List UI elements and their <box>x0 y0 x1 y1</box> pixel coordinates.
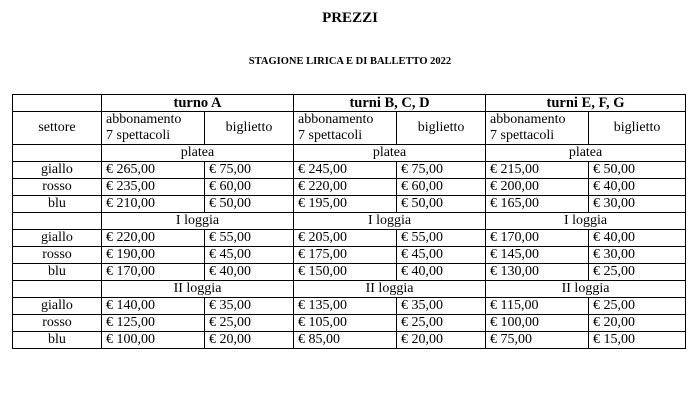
section-label: I loggia <box>294 213 486 230</box>
biglietto-price: € 20,00 <box>589 315 686 332</box>
section-label: I loggia <box>486 213 686 230</box>
abbonamento-price: € 190,00 <box>102 247 205 264</box>
turno-header: turni E, F, G <box>486 95 686 112</box>
biglietto-price: € 50,00 <box>589 162 686 179</box>
abbonamento-header <box>102 112 205 145</box>
sector-name: rosso <box>13 315 102 332</box>
page-subtitle: STAGIONE LIRICA E DI BALLETTO 2022 <box>248 56 452 67</box>
abbonamento-price: € 170,00 <box>102 264 205 281</box>
biglietto-price: € 60,00 <box>397 179 486 196</box>
biglietto-price: € 25,00 <box>397 315 486 332</box>
biglietto-price: € 50,00 <box>205 196 294 213</box>
abbonamento-price: € 105,00 <box>294 315 397 332</box>
abbonamento-sublabel: 7 spettacoli <box>490 128 555 143</box>
table-row <box>13 315 686 332</box>
abbonamento-price: € 115,00 <box>486 298 589 315</box>
page-title: PREZZI <box>322 10 378 26</box>
section-blank-cell <box>13 213 102 230</box>
sector-name: blu <box>13 196 102 213</box>
abbonamento-price: € 245,00 <box>294 162 397 179</box>
abbonamento-price: € 130,00 <box>486 264 589 281</box>
abbonamento-price: € 135,00 <box>294 298 397 315</box>
section-label: platea <box>486 145 686 162</box>
abbonamento-price: € 200,00 <box>486 179 589 196</box>
table-row <box>13 332 686 349</box>
abbonamento-price: € 100,00 <box>102 332 205 349</box>
abbonamento-header <box>294 112 397 145</box>
biglietto-price: € 45,00 <box>205 247 294 264</box>
abbonamento-price: € 145,00 <box>486 247 589 264</box>
biglietto-price: € 15,00 <box>589 332 686 349</box>
biglietto-price: € 40,00 <box>589 179 686 196</box>
abbonamento-price: € 140,00 <box>102 298 205 315</box>
abbonamento-price: € 170,00 <box>486 230 589 247</box>
biglietto-price: € 45,00 <box>397 247 486 264</box>
biglietto-header: biglietto <box>589 112 686 145</box>
section-blank-cell <box>13 281 102 298</box>
section-blank-cell <box>13 145 102 162</box>
table-row <box>13 179 686 196</box>
section-label: platea <box>294 145 486 162</box>
corner-cell <box>13 95 102 112</box>
sector-name: blu <box>13 264 102 281</box>
biglietto-price: € 40,00 <box>397 264 486 281</box>
sector-name: giallo <box>13 298 102 315</box>
biglietto-price: € 25,00 <box>589 298 686 315</box>
section-label: I loggia <box>102 213 294 230</box>
biglietto-price: € 40,00 <box>589 230 686 247</box>
subheader-row <box>13 112 686 145</box>
table-row <box>13 230 686 247</box>
price-table <box>12 94 686 349</box>
turno-header: turno A <box>102 95 294 112</box>
abbonamento-price: € 220,00 <box>294 179 397 196</box>
sector-name: rosso <box>13 247 102 264</box>
biglietto-price: € 35,00 <box>205 298 294 315</box>
biglietto-header: biglietto <box>397 112 486 145</box>
biglietto-price: € 35,00 <box>397 298 486 315</box>
abbonamento-price: € 210,00 <box>102 196 205 213</box>
abbonamento-label: abbonamento <box>490 112 566 127</box>
sector-name: giallo <box>13 230 102 247</box>
table-row <box>13 196 686 213</box>
biglietto-price: € 75,00 <box>397 162 486 179</box>
abbonamento-price: € 150,00 <box>294 264 397 281</box>
biglietto-price: € 40,00 <box>205 264 294 281</box>
section-label: II loggia <box>486 281 686 298</box>
biglietto-price: € 20,00 <box>205 332 294 349</box>
table-row <box>13 298 686 315</box>
abbonamento-label: abbonamento <box>298 112 374 127</box>
abbonamento-price: € 205,00 <box>294 230 397 247</box>
table-row <box>13 264 686 281</box>
sector-name: giallo <box>13 162 102 179</box>
abbonamento-price: € 235,00 <box>102 179 205 196</box>
abbonamento-price: € 165,00 <box>486 196 589 213</box>
turni-header-row <box>13 95 686 112</box>
biglietto-price: € 55,00 <box>397 230 486 247</box>
biglietto-price: € 20,00 <box>397 332 486 349</box>
sector-name: blu <box>13 332 102 349</box>
abbonamento-price: € 125,00 <box>102 315 205 332</box>
abbonamento-price: € 265,00 <box>102 162 205 179</box>
sector-name: rosso <box>13 179 102 196</box>
abbonamento-price: € 175,00 <box>294 247 397 264</box>
abbonamento-price: € 100,00 <box>486 315 589 332</box>
abbonamento-header <box>486 112 589 145</box>
biglietto-price: € 25,00 <box>589 264 686 281</box>
turno-header: turni B, C, D <box>294 95 486 112</box>
table-row <box>13 162 686 179</box>
section-label: II loggia <box>294 281 486 298</box>
abbonamento-price: € 75,00 <box>486 332 589 349</box>
abbonamento-price: € 220,00 <box>102 230 205 247</box>
abbonamento-price: € 85,00 <box>294 332 397 349</box>
biglietto-price: € 55,00 <box>205 230 294 247</box>
table-row <box>13 247 686 264</box>
biglietto-price: € 25,00 <box>205 315 294 332</box>
biglietto-price: € 75,00 <box>205 162 294 179</box>
biglietto-price: € 30,00 <box>589 196 686 213</box>
abbonamento-sublabel: 7 spettacoli <box>298 128 363 143</box>
abbonamento-price: € 195,00 <box>294 196 397 213</box>
section-row <box>13 213 686 230</box>
price-table-body <box>13 95 686 349</box>
section-row <box>13 281 686 298</box>
biglietto-header: biglietto <box>205 112 294 145</box>
abbonamento-label: abbonamento <box>106 112 182 127</box>
section-row <box>13 145 686 162</box>
abbonamento-price: € 215,00 <box>486 162 589 179</box>
settore-header: settore <box>13 112 102 145</box>
abbonamento-sublabel: 7 spettacoli <box>106 128 171 143</box>
biglietto-price: € 50,00 <box>397 196 486 213</box>
biglietto-price: € 30,00 <box>589 247 686 264</box>
section-label: II loggia <box>102 281 294 298</box>
biglietto-price: € 60,00 <box>205 179 294 196</box>
section-label: platea <box>102 145 294 162</box>
